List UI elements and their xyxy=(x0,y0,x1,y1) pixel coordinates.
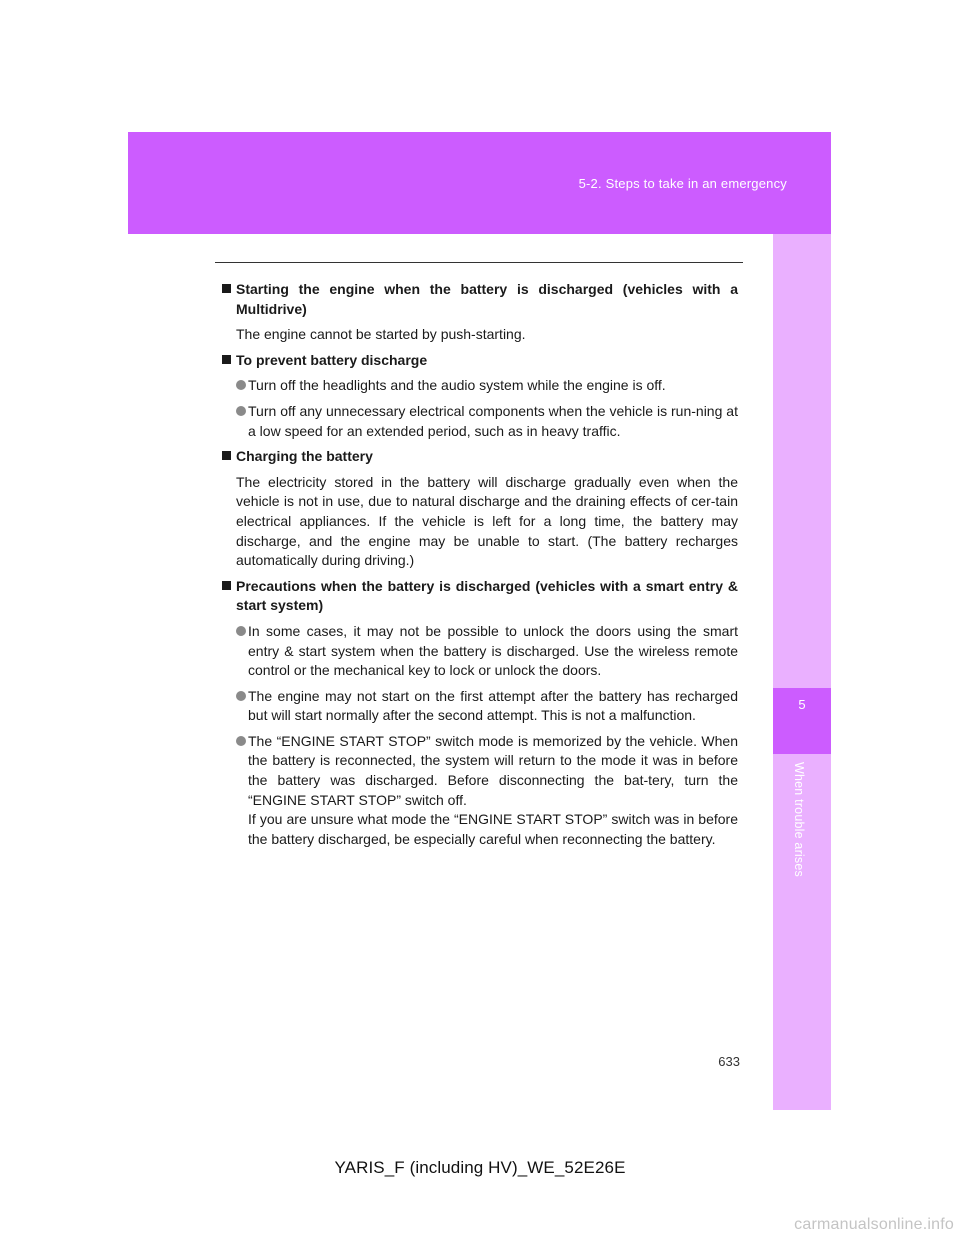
section-heading xyxy=(220,447,738,467)
list-item-text: The engine may not start on the first attempt after the battery has recharged but will start normally after the second attempt. This is not a malfunction. xyxy=(248,687,738,724)
section-heading xyxy=(220,280,738,319)
section-multidrive xyxy=(220,280,738,345)
heading-text: Starting the engine when the battery is discharged (vehicles with a Multidrive) xyxy=(236,281,738,317)
footer-doc-code: YARIS_F (including HV)_WE_52E26E xyxy=(334,1158,626,1177)
heading-text: Charging the battery xyxy=(236,448,373,465)
heading-text: Precautions when the battery is discharged (vehicles with a smart entry & start system) xyxy=(236,577,738,614)
divider xyxy=(215,262,743,263)
circle-bullet-icon xyxy=(236,406,246,416)
page-content xyxy=(220,280,738,855)
paragraph: The electricity stored in the battery will discharge gradually even when the vehicle is not in use, due to natural discharge and the draining effects of cer-tain electrical appliances. If the vehicle is left for a long time, the battery may discharge, and the engine may be unable to start. (The battery recharges automatically during driving.) xyxy=(236,473,738,569)
page-number: 633 xyxy=(718,1054,740,1069)
square-bullet-icon xyxy=(222,451,231,460)
circle-bullet-icon xyxy=(236,691,246,701)
circle-bullet-icon xyxy=(236,626,246,636)
chapter-number: 5 xyxy=(798,697,806,712)
section-heading xyxy=(220,351,738,371)
side-tab xyxy=(773,234,831,1110)
watermark: carmanualsonline.info xyxy=(794,1216,954,1233)
chapter-tab[interactable] xyxy=(773,688,831,754)
list-item-text: In some cases, it may not be possible to unlock the doors using the smart entry & start system when the battery is discharged. Use the wireless remote control or the mechanical key to lock or unlock the doors. xyxy=(248,622,738,679)
paragraph: The engine cannot be started by push-starting. xyxy=(236,326,526,343)
section-title: 5-2. Steps to take in an emergency xyxy=(578,176,787,191)
chapter-label: When trouble arises xyxy=(792,762,806,877)
list-item xyxy=(220,687,738,726)
circle-bullet-icon xyxy=(236,736,246,746)
section-charging xyxy=(220,447,738,571)
list-item xyxy=(220,376,738,396)
list-item-text: Turn off any unnecessary electrical components when the vehicle is run-ning at a low speed for an extended period, such as in heavy traffic. xyxy=(248,402,738,439)
list-item xyxy=(220,622,738,681)
square-bullet-icon xyxy=(222,284,231,293)
list-item-continuation: If you are unsure what mode the “ENGINE START STOP” switch was in before the battery discharged, be especially careful when reconnecting the battery. xyxy=(248,811,738,847)
section-precautions xyxy=(220,577,738,850)
list-item xyxy=(220,732,738,850)
header-band xyxy=(128,132,831,234)
square-bullet-icon xyxy=(222,581,231,590)
list-item-text: Turn off the headlights and the audio system while the engine is off. xyxy=(248,377,666,394)
circle-bullet-icon xyxy=(236,380,246,390)
square-bullet-icon xyxy=(222,355,231,364)
list-item-text: The “ENGINE START STOP” switch mode is memorized by the vehicle. When the battery is reconnected, the system will return to the mode it was in before the battery was discharged. Before disconnecting the bat-tery, turn the “ENGINE START STOP” switch off. xyxy=(248,732,738,808)
list-item xyxy=(220,402,738,441)
section-heading xyxy=(220,577,738,616)
heading-text: To prevent battery discharge xyxy=(236,351,428,368)
section-prevent-discharge xyxy=(220,351,738,441)
